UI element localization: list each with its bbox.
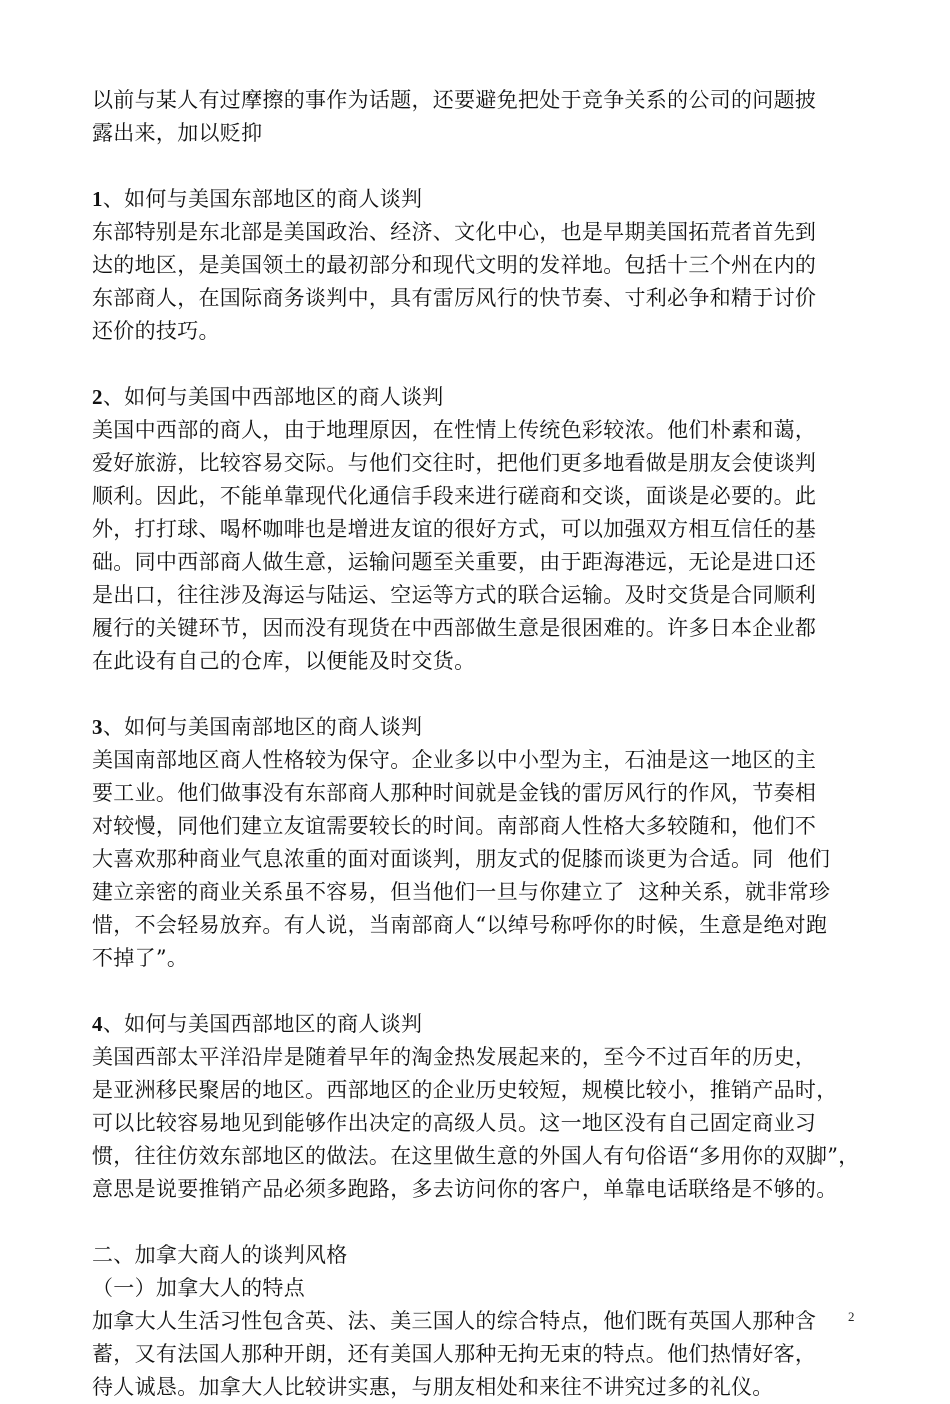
paragraph-line: 露出来，加以贬抑	[92, 121, 263, 145]
paragraph-line: 美国中西部的商人，由于地理原因，在性情上传统色彩较浓。他们朴素和蔼，	[92, 418, 817, 442]
paragraph-line: 是出口，往往涉及海运与陆运、空运等方式的联合运输。及时交货是合同顺利	[92, 583, 817, 607]
paragraph-gap	[92, 975, 862, 1008]
section-heading	[92, 381, 862, 414]
paragraph-line: 不掉了”。	[92, 946, 189, 970]
paragraph-line: 待人诚恳。加拿大人比较讲实惠，与朋友相处和来往不讲究过多的礼仪。	[92, 1375, 774, 1399]
paragraph-line: 惯，往往仿效东部地区的做法。在这里做生意的外国人有句俗语“多用你的双脚”，	[92, 1144, 860, 1168]
document-page	[92, 84, 862, 1404]
paragraph-line: 惜，不会轻易放弃。有人说，当南部商人“以绰号称呼你的时候，生意是绝对跑	[92, 913, 828, 937]
paragraph-line: 础。同中西部商人做生意，运输问题至关重要，由于距海港远，无论是进口还	[92, 550, 817, 574]
paragraph-line: 意思是说要推销产品必须多跑路，多去访问你的客户，单靠电话联络是不够的。	[92, 1177, 838, 1201]
paragraph-line: 蓄，又有法国人那种开朗，还有美国人那种无拘无束的特点。他们热情好客，	[92, 1342, 817, 1366]
paragraph-line: 履行的关键环节，因而没有现货在中西部做生意是很困难的。许多日本企业都	[92, 616, 817, 640]
paragraph-line: 美国西部太平洋沿岸是随着早年的淘金热发展起来的，至今不过百年的历史，	[92, 1045, 817, 1069]
section-title: 二、加拿大商人的谈判风格	[92, 1243, 348, 1267]
section-midwest	[92, 381, 862, 678]
subsection-title: （一）加拿大人的特点	[92, 1276, 305, 1300]
paragraph-line: 在此设有自己的仓库，以便能及时交货。	[92, 649, 476, 673]
paragraph-line: 对较慢，同他们建立友谊需要较长的时间。南部商人性格大多较随和，他们不	[92, 814, 817, 838]
paragraph-line: 外，打打球、喝杯咖啡也是增进友谊的很好方式，可以加强双方相互信任的基	[92, 517, 817, 541]
paragraph-line: 还价的技巧。	[92, 319, 220, 343]
paragraph-gap	[92, 678, 862, 711]
paragraph-line: 可以比较容易地见到能够作出决定的高级人员。这一地区没有自己固定商业习	[92, 1111, 817, 1135]
paragraph-gap	[92, 1206, 862, 1239]
paragraph-line: 大喜欢那种商业气息浓重的面对面谈判，朋友式的促膝而谈更为合适。同 他们	[92, 847, 831, 871]
heading-text: 、如何与美国东部地区的商人谈判	[102, 187, 423, 211]
section-south	[92, 711, 862, 975]
intro-paragraph	[92, 84, 862, 150]
paragraph-line: 是亚洲移民聚居的地区。西部地区的企业历史较短，规模比较小，推销产品时，	[92, 1078, 838, 1102]
paragraph-line: 加拿大人生活习性包含英、法、美三国人的综合特点，他们既有英国人那种含	[92, 1309, 817, 1333]
paragraph-line: 达的地区，是美国领土的最初部分和现代文明的发祥地。包括十三个州在内的	[92, 253, 817, 277]
heading-number: 4	[92, 1012, 103, 1036]
heading-number: 3	[92, 715, 103, 739]
paragraph-line: 顺利。因此，不能单靠现代化通信手段来进行磋商和交谈，面谈是必要的。此	[92, 484, 817, 508]
paragraph-gap	[92, 150, 862, 183]
page-number: 2	[848, 1309, 855, 1324]
heading-text: 、如何与美国中西部地区的商人谈判	[102, 385, 444, 409]
heading-text: 、如何与美国南部地区的商人谈判	[102, 715, 423, 739]
paragraph-line: 爱好旅游，比较容易交际。与他们交往时，把他们更多地看做是朋友会使谈判	[92, 451, 817, 475]
paragraph-line: 建立亲密的商业关系虽不容易，但当他们一旦与你建立了 这种关系，就非常珍	[92, 880, 831, 904]
section-heading	[92, 711, 862, 744]
heading-text: 、如何与美国西部地区的商人谈判	[102, 1012, 423, 1036]
paragraph-gap	[92, 348, 862, 381]
section-heading	[92, 1008, 862, 1041]
heading-number: 1	[92, 187, 103, 211]
section-heading	[92, 183, 862, 216]
section-canada	[92, 1239, 862, 1404]
heading-number: 2	[92, 385, 103, 409]
paragraph-line: 东部特别是东北部是美国政治、经济、文化中心，也是早期美国拓荒者首先到	[92, 220, 817, 244]
paragraph-line: 东部商人，在国际商务谈判中，具有雷厉风行的快节奏、寸利必争和精于讨价	[92, 286, 817, 310]
paragraph-line: 美国南部地区商人性格较为保守。企业多以中小型为主，石油是这一地区的主	[92, 748, 817, 772]
paragraph-line: 要工业。他们做事没有东部商人那种时间就是金钱的雷厉风行的作风，节奏相	[92, 781, 817, 805]
section-west	[92, 1008, 862, 1206]
section-east	[92, 183, 862, 348]
paragraph-line: 以前与某人有过摩擦的事作为话题，还要避免把处于竞争关系的公司的问题披	[92, 88, 817, 112]
